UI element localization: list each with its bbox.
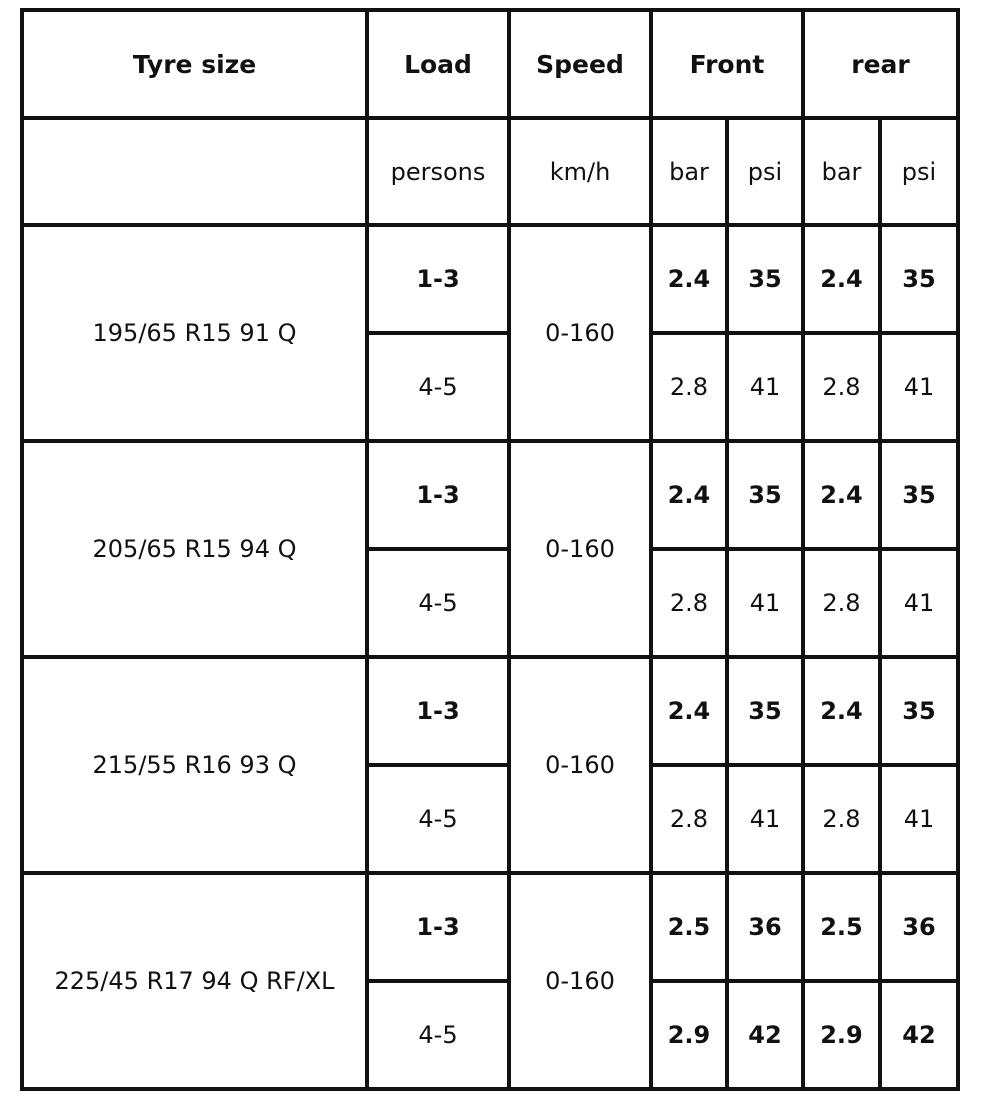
front-psi-cell: 42	[727, 981, 803, 1089]
load-cell: 1-3	[367, 873, 509, 981]
table-body	[22, 10, 958, 1089]
load-cell: 4-5	[367, 549, 509, 657]
front-bar-cell: 2.9	[651, 981, 727, 1089]
front-bar-cell: 2.8	[651, 549, 727, 657]
unit-speed: km/h	[509, 118, 651, 225]
rear-bar-cell: 2.5	[803, 873, 880, 981]
rear-psi-cell: 41	[880, 549, 958, 657]
unit-load: persons	[367, 118, 509, 225]
header-load: Load	[367, 10, 509, 118]
load-cell: 4-5	[367, 765, 509, 873]
header-tyre-size: Tyre size	[22, 10, 367, 118]
header-row	[22, 10, 958, 118]
rear-psi-cell: 42	[880, 981, 958, 1089]
header-front: Front	[651, 10, 803, 118]
rear-psi-cell: 35	[880, 657, 958, 765]
rear-psi-cell: 35	[880, 441, 958, 549]
front-bar-cell: 2.8	[651, 333, 727, 441]
load-cell: 1-3	[367, 225, 509, 333]
rear-bar-cell: 2.8	[803, 765, 880, 873]
tyre-pressure-table	[20, 8, 960, 1091]
speed-cell: 0-160	[509, 657, 651, 873]
rear-psi-cell: 36	[880, 873, 958, 981]
rear-bar-cell: 2.8	[803, 549, 880, 657]
table-row	[22, 225, 958, 333]
rear-psi-cell: 35	[880, 225, 958, 333]
tyre-size-cell: 205/65 R15 94 Q	[22, 441, 367, 657]
front-bar-cell: 2.4	[651, 441, 727, 549]
unit-rear-psi: psi	[880, 118, 958, 225]
rear-bar-cell: 2.8	[803, 333, 880, 441]
table-row	[22, 657, 958, 765]
speed-cell: 0-160	[509, 441, 651, 657]
tyre-size-cell: 215/55 R16 93 Q	[22, 657, 367, 873]
load-cell: 4-5	[367, 981, 509, 1089]
unit-tyre-size-empty	[22, 118, 367, 225]
front-bar-cell: 2.5	[651, 873, 727, 981]
front-psi-cell: 41	[727, 549, 803, 657]
table-row	[22, 441, 958, 549]
tyre-size-cell: 195/65 R15 91 Q	[22, 225, 367, 441]
rear-psi-cell: 41	[880, 333, 958, 441]
front-bar-cell: 2.4	[651, 657, 727, 765]
table-row	[22, 873, 958, 981]
rear-bar-cell: 2.4	[803, 441, 880, 549]
front-psi-cell: 35	[727, 441, 803, 549]
tyre-size-cell: 225/45 R17 94 Q RF/XL	[22, 873, 367, 1089]
front-bar-cell: 2.4	[651, 225, 727, 333]
unit-rear-bar: bar	[803, 118, 880, 225]
rear-bar-cell: 2.4	[803, 657, 880, 765]
unit-front-bar: bar	[651, 118, 727, 225]
front-psi-cell: 41	[727, 765, 803, 873]
front-psi-cell: 35	[727, 225, 803, 333]
front-bar-cell: 2.8	[651, 765, 727, 873]
header-speed: Speed	[509, 10, 651, 118]
rear-bar-cell: 2.9	[803, 981, 880, 1089]
front-psi-cell: 41	[727, 333, 803, 441]
speed-cell: 0-160	[509, 873, 651, 1089]
front-psi-cell: 35	[727, 657, 803, 765]
rear-psi-cell: 41	[880, 765, 958, 873]
header-rear: rear	[803, 10, 958, 118]
unit-row	[22, 118, 958, 225]
front-psi-cell: 36	[727, 873, 803, 981]
rear-bar-cell: 2.4	[803, 225, 880, 333]
load-cell: 1-3	[367, 657, 509, 765]
speed-cell: 0-160	[509, 225, 651, 441]
unit-front-psi: psi	[727, 118, 803, 225]
load-cell: 4-5	[367, 333, 509, 441]
load-cell: 1-3	[367, 441, 509, 549]
